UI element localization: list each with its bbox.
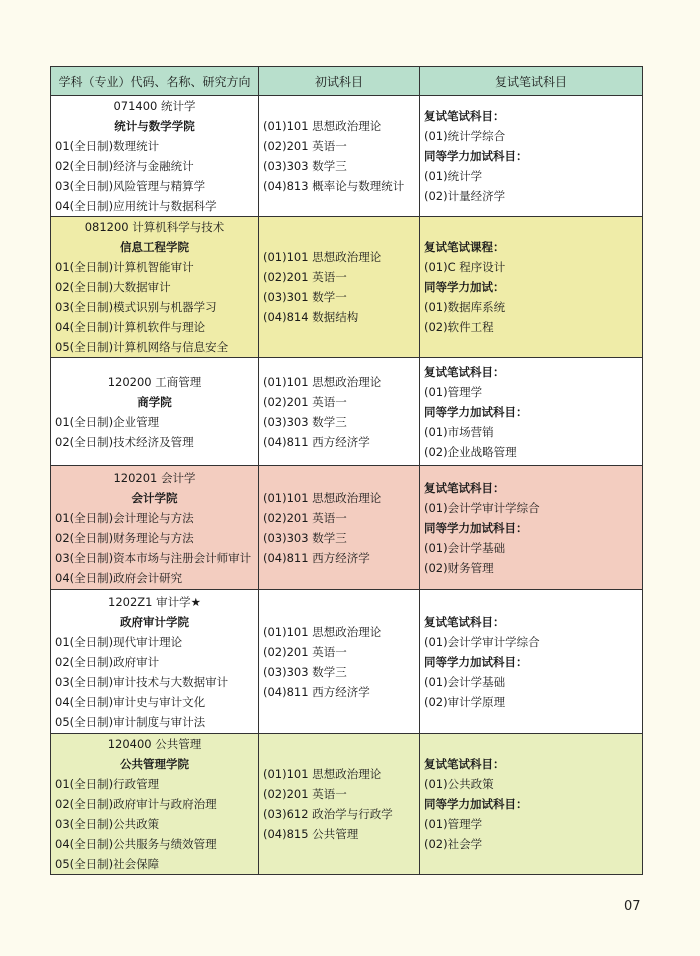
table-row	[51, 590, 643, 734]
retest-exam-cell	[420, 590, 643, 734]
research-direction: 01(全日制)行政管理	[55, 777, 160, 791]
retest-heading: 复试笔试科目：	[424, 614, 505, 629]
exam-subject: (02)201 英语一	[263, 510, 347, 525]
table-body	[51, 96, 643, 875]
header-retest-exam: 复试笔试科目	[420, 67, 643, 96]
retest-heading: 同等学力加试科目：	[424, 149, 528, 163]
exam-subject: (04)814 数据结构	[263, 310, 359, 324]
retest-heading: 复试笔试科目：	[424, 364, 505, 379]
major-cell	[51, 590, 259, 734]
research-direction: 05(全日制)审计制度与审计法	[55, 714, 206, 729]
research-direction: 02(全日制)经济与金融统计	[55, 159, 194, 173]
exam-subject: (04)811 西方经济学	[263, 684, 370, 699]
retest-subject: (01)C 程序设计	[424, 260, 506, 274]
research-direction: 03(全日制)审计技术与大数据审计	[55, 674, 229, 689]
school-name: 信息工程学院	[120, 240, 189, 254]
research-direction: 01(全日制)现代审计理论	[55, 634, 183, 649]
table-row	[51, 466, 643, 590]
retest-subject: (01)公共政策	[424, 777, 494, 791]
retest-subject: (01)统计学综合	[424, 129, 506, 143]
school-name: 政府审计学院	[120, 614, 189, 629]
initial-exam-cell	[259, 217, 420, 358]
research-direction: 01(全日制)企业管理	[55, 414, 160, 429]
exam-subject: (04)813 概率论与数理统计	[263, 179, 405, 193]
header-initial-exam: 初试科目	[259, 67, 420, 96]
initial-exam-cell	[259, 466, 420, 590]
research-direction: 01(全日制)会计理论与方法	[55, 510, 194, 525]
retest-heading: 同等学力加试科目：	[424, 654, 528, 669]
major-code: 120200 工商管理	[107, 374, 202, 389]
retest-heading: 同等学力加试科目：	[424, 404, 528, 419]
research-direction: 04(全日制)政府会计研究	[55, 570, 183, 585]
retest-exam-cell	[420, 358, 643, 466]
research-direction: 04(全日制)计算机软件与理论	[55, 320, 206, 334]
table-row	[51, 358, 643, 466]
exam-subject: (03)303 数学三	[263, 414, 347, 429]
retest-subject: (02)企业战略管理	[424, 444, 517, 459]
research-direction: 03(全日制)模式识别与机器学习	[55, 300, 217, 314]
major-cell	[51, 217, 259, 358]
exam-subject: (04)811 西方经济学	[263, 550, 370, 565]
retest-subject: (01)会计学基础	[424, 674, 506, 689]
research-direction: 04(全日制)应用统计与数据科学	[55, 199, 217, 213]
table-row	[51, 96, 643, 217]
retest-heading: 同等学力加试：	[424, 280, 505, 294]
research-direction: 02(全日制)财务理论与方法	[55, 530, 194, 545]
school-name: 会计学院	[131, 490, 178, 505]
exam-subject: (01)101 思想政治理论	[263, 119, 382, 133]
exam-subject: (01)101 思想政治理论	[263, 624, 382, 639]
major-code: 120400 公共管理	[107, 737, 202, 751]
major-cell	[51, 466, 259, 590]
school-name: 公共管理学院	[120, 757, 189, 771]
retest-subject: (01)管理学	[424, 817, 483, 831]
exam-subject: (03)303 数学三	[263, 530, 347, 545]
exam-subject: (03)612 政治学与行政学	[263, 807, 393, 821]
initial-exam-cell	[259, 96, 420, 217]
retest-subject: (01)会计学基础	[424, 540, 506, 555]
retest-heading: 复试笔试科目：	[424, 757, 505, 771]
school-name: 统计与数学学院	[114, 119, 195, 133]
research-direction: 02(全日制)政府审计与政府治理	[55, 797, 217, 811]
initial-exam-cell	[259, 734, 420, 875]
retest-exam-cell	[420, 734, 643, 875]
major-code: 120201 会计学	[113, 470, 196, 485]
header-major: 学科（专业）代码、名称、研究方向	[51, 67, 259, 96]
research-direction: 05(全日制)计算机网络与信息安全	[55, 340, 229, 354]
retest-subject: (01)会计学审计学综合	[424, 500, 540, 515]
research-direction: 03(全日制)公共政策	[55, 817, 160, 831]
exam-subject: (04)811 西方经济学	[263, 434, 370, 449]
research-direction: 04(全日制)公共服务与绩效管理	[55, 837, 217, 851]
major-cell	[51, 734, 259, 875]
research-direction: 02(全日制)技术经济及管理	[55, 434, 194, 449]
page-number: 07	[624, 899, 641, 914]
research-direction: 02(全日制)政府审计	[55, 654, 160, 669]
research-direction: 03(全日制)风险管理与精算学	[55, 179, 206, 193]
exam-subject: (02)201 英语一	[263, 270, 347, 284]
major-code: 071400 统计学	[113, 99, 196, 113]
exam-subject: (03)303 数学三	[263, 664, 347, 679]
retest-heading: 复试笔试科目：	[424, 480, 505, 495]
exam-subject: (02)201 英语一	[263, 787, 347, 801]
retest-subject: (02)软件工程	[424, 320, 494, 334]
retest-subject: (01)数据库系统	[424, 300, 506, 314]
retest-subject: (02)财务管理	[424, 560, 494, 575]
table-header-row	[51, 67, 643, 96]
exam-subject: (01)101 思想政治理论	[263, 490, 382, 505]
admissions-table	[50, 66, 643, 875]
retest-subject: (02)计量经济学	[424, 189, 506, 203]
exam-subject: (01)101 思想政治理论	[263, 374, 382, 389]
retest-subject: (02)审计学原理	[424, 694, 506, 709]
research-direction: 03(全日制)资本市场与注册会计师审计	[55, 550, 252, 565]
retest-exam-cell	[420, 217, 643, 358]
major-cell	[51, 96, 259, 217]
retest-subject: (02)社会学	[424, 837, 483, 851]
research-direction: 01(全日制)计算机智能审计	[55, 260, 194, 274]
retest-subject: (01)会计学审计学综合	[424, 634, 540, 649]
major-code: 081200 计算机科学与技术	[84, 220, 225, 234]
exam-subject: (03)303 数学三	[263, 159, 347, 173]
research-direction: 01(全日制)数理统计	[55, 139, 160, 153]
initial-exam-cell	[259, 358, 420, 466]
school-name: 商学院	[137, 394, 172, 409]
table-row	[51, 217, 643, 358]
exam-subject: (02)201 英语一	[263, 139, 347, 153]
research-direction: 05(全日制)社会保障	[55, 857, 160, 871]
exam-subject: (02)201 英语一	[263, 644, 347, 659]
exam-subject: (01)101 思想政治理论	[263, 250, 382, 264]
exam-subject: (01)101 思想政治理论	[263, 767, 382, 781]
retest-subject: (01)市场营销	[424, 424, 494, 439]
research-direction: 02(全日制)大数据审计	[55, 280, 171, 294]
retest-heading: 同等学力加试科目：	[424, 797, 528, 811]
exam-subject: (04)815 公共管理	[263, 827, 359, 841]
retest-subject: (01)统计学	[424, 169, 483, 183]
exam-subject: (03)301 数学一	[263, 290, 347, 304]
initial-exam-cell	[259, 590, 420, 734]
table-row	[51, 734, 643, 875]
major-code: 1202Z1 审计学★	[108, 594, 201, 609]
retest-exam-cell	[420, 466, 643, 590]
major-cell	[51, 358, 259, 466]
retest-heading: 同等学力加试科目：	[424, 520, 528, 535]
retest-heading: 复试笔试科目：	[424, 109, 505, 123]
retest-heading: 复试笔试课程：	[424, 240, 505, 254]
retest-subject: (01)管理学	[424, 384, 483, 399]
exam-subject: (02)201 英语一	[263, 394, 347, 409]
retest-exam-cell	[420, 96, 643, 217]
research-direction: 04(全日制)审计史与审计文化	[55, 694, 206, 709]
